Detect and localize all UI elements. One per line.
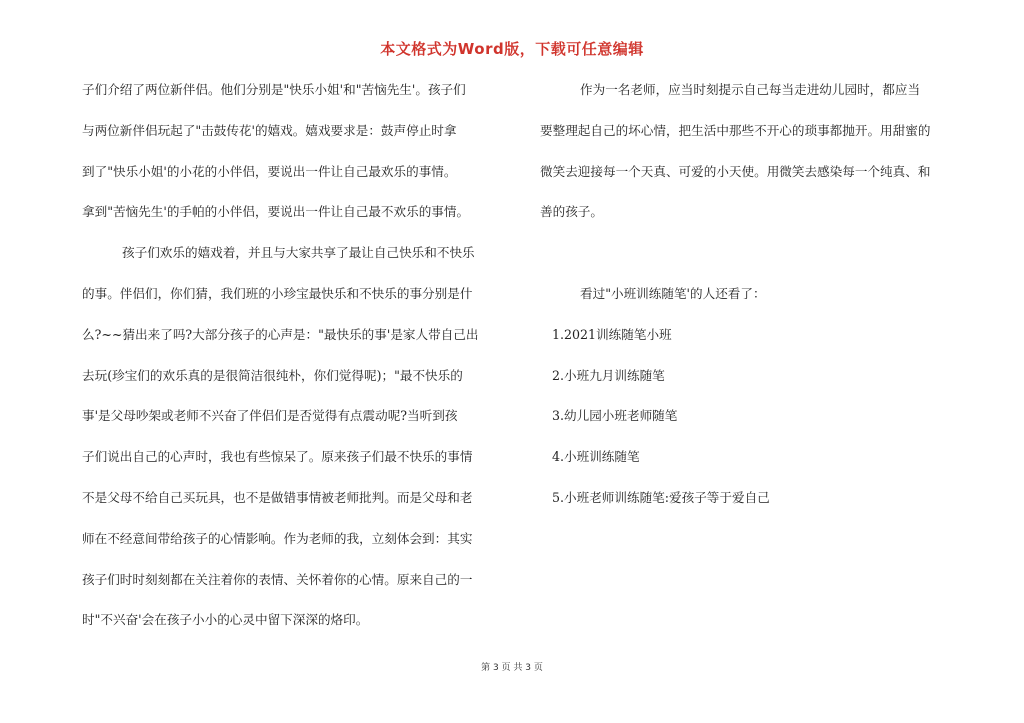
body-text-line: 作为一名老师，应当时刻提示自己每当走进幼儿园时，都应当 — [580, 82, 921, 97]
body-text-line: 与两位新伴侣玩起了"击鼓传花'的嬉戏。嬉戏要求是：鼓声停止时拿 — [82, 122, 457, 138]
body-text-line: 善的孩子。 — [540, 204, 603, 220]
body-text-line: 拿到"苦恼先生'的手帕的小伴侣，要说出一件让自己最不欢乐的事情。 — [82, 204, 470, 220]
document-banner: 本文格式为Word版，下载可任意编辑 — [380, 40, 644, 58]
body-text-line: 么?~~猜出来了吗?大部分孩子的心声是："最快乐的事'是家人带自己出 — [82, 326, 479, 342]
body-text-line: 的事。伴侣们，你们猜，我们班的小珍宝最快乐和不快乐的事分别是什 — [82, 285, 473, 301]
page-number: 第 3 页 共 3 页 — [481, 663, 543, 673]
related-article-link[interactable]: 4.小班训练随笔 — [552, 449, 640, 465]
body-text-line: 要整理起自己的坏心情，把生活中那些不开心的琐事都抛开。用甜蜜的 — [540, 122, 931, 138]
paragraph-spacer — [540, 243, 960, 284]
body-text-line: 师在不经意间带给孩子的心情影响。作为老师的我，立刻体会到：其实 — [82, 530, 473, 546]
related-article-link[interactable]: 2.小班九月训练随笔 — [552, 367, 665, 383]
body-text-line: 微笑去迎接每一个天真、可爱的小天使。用微笑去感染每一个纯真、和 — [540, 163, 931, 179]
right-column — [540, 80, 960, 529]
body-text-line: 不是父母不给自己买玩具，也不是做错事情被老师批判。而是父母和老 — [82, 489, 473, 505]
body-text-line: 去玩(珍宝们的欢乐真的是很简洁很纯朴，你们觉得呢)；"最不快乐的 — [82, 367, 463, 383]
body-text-line: 到了"快乐小姐'的小花的小伴侣，要说出一件让自己最欢乐的事情。 — [82, 163, 457, 179]
body-text-line: 子们说出自己的心声时，我也有些惊呆了。原来孩子们最不快乐的事情 — [82, 449, 473, 465]
related-articles-title: 看过"小班训练随笔'的人还看了： — [580, 285, 766, 301]
related-article-link[interactable]: 5.小班老师训练随笔:爱孩子等于爱自己 — [552, 489, 770, 505]
body-text-line: 孩子们时时刻刻都在关注着你的表情、关怀着你的心情。原来自己的一 — [82, 571, 473, 587]
related-article-link[interactable]: 1.2021训练随笔小班 — [552, 326, 672, 342]
body-text-line: 子们介绍了两位新伴侣。他们分别是"快乐小姐'和"苦恼先生'。孩子们 — [82, 82, 466, 97]
body-text-line: 孩子们欢乐的嬉戏着，并且与大家共享了最让自己快乐和不快乐 — [122, 245, 475, 261]
related-article-link[interactable]: 3.幼儿园小班老师随笔 — [552, 408, 678, 424]
body-text-line: 时"不兴奋'会在孩子小小的心灵中留下深深的烙印。 — [82, 612, 369, 628]
left-column — [82, 80, 514, 651]
body-text-line: 事'是父母吵架或老师不兴奋了伴侣们是否觉得有点震动呢?当听到孩 — [82, 408, 458, 424]
